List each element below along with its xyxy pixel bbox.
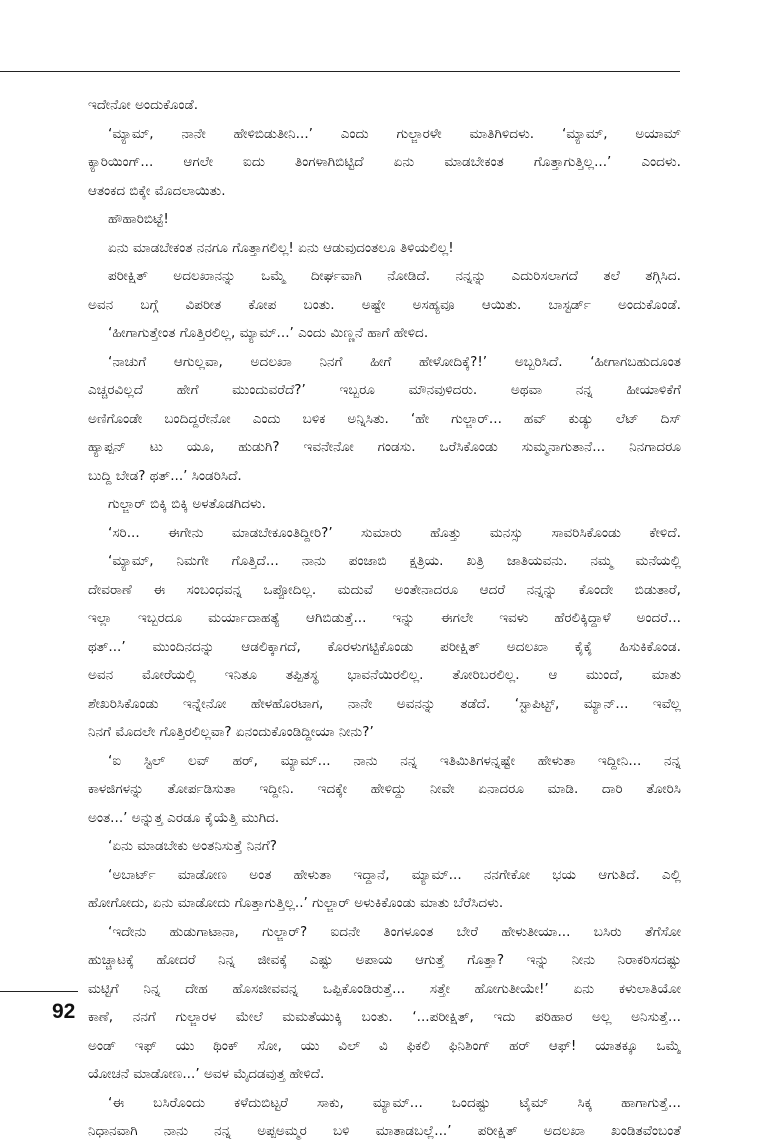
text-line: ‘ಸರಿ... ಈಗೇನು ಮಾಡಬೇಕೂಂತಿದ್ದೀರಿ?’ ಸುಮಾರು ಹೊತ್ತು ಮನಸ್ಸು ಸಾವರಿಸಿಕೊಂಡು ಕೇಳಿದೆ.	[108, 524, 681, 541]
text-line: ಅವನ ಮೋರೆಯಲ್ಲಿ ಇನಿತೂ ತಪ್ಪಿತಸ್ಥ ಭಾವನೆಯಿರಲಿಲ್ಲ. ತೋರಿಬರಲಿಲ್ಲ. ಆ ಮುಂದೆ, ಮಾತು	[88, 667, 681, 683]
text-line: ಹುಚ್ಚಾಟಕ್ಕೆ ಹೋದರೆ ನಿನ್ನ ಜೀವಕ್ಕೆ ಎಷ್ಟು ಅಪಾಯ ಆಗುತ್ತೆ ಗೊತ್ತಾ? ಇನ್ನು ನೀನು ನಿರಾಕರಿಸದಷ್ಟು	[88, 952, 681, 968]
text-line: ಎಚ್ಚರವಿಲ್ಲದೆ ಹೇಗೆ ಮುಂದುವರೆದೆ?’ ಇಬ್ಬರೂ ಮೌನವುಳಿದರು. ಅಥವಾ ನನ್ನ ಹೀಯಾಳಿಕೆಗೆ	[88, 382, 681, 398]
text-line: ಶೇಖರಿಸಿಕೊಂಡು ಇನ್ನೇನೋ ಹೇಳಹೊರಟಾಗ, ನಾನೇ ಅವನನ್ನು ತಡೆದೆ. ‘ಸ್ಟಾಪಿಟ್ಟ್, ಮ್ಯಾನ್... ಇವೆಲ್ಲ	[88, 695, 681, 712]
text-line: ಯೋಚನೆ ಮಾಡೋಣ...’ ಅವಳ ಮೈದಡವುತ್ತ ಹೇಳಿದೆ.	[88, 1066, 325, 1082]
text-line: ಕ್ಯಾರಿಯಿಂಗ್... ಆಗಲೇ ಐದು ತಿಂಗಳಾಗಿಬಿಟ್ಟಿದೆ ಏನು ಮಾಡಬೇಕಂತ ಗೊತ್ತಾಗುತ್ತಿಲ್ಲ...’ ಎಂದಳು.	[88, 154, 681, 170]
text-line: ಅಂಡ್ ಇಫ್ ಯು ಥಿಂಕ್ ಸೋ, ಯು ವಿಲ್ ವಿ ಫಿಕಲಿ ಫಿನಿಶಿಂಗ್ ಹರ್ ಆಫ್! ಯಾತಕ್ಕೂ ಒಮ್ಮೆ	[88, 1037, 681, 1054]
text-line: ಅಣಿಗೊಂಡೇ ಬಂದಿದ್ದರೇನೋ ಎಂದು ಬಳಿಕ ಅನ್ನಿಸಿತು. ‘ಹೇ ಗುಲ್ಜಾರ್... ಹವ್ ಕುಡ್ಯು ಲೆಟ್ ದಿಸ್	[88, 410, 681, 427]
text-line: ಅವನ ಬಗ್ಗೆ ವಿಪರೀತ ಕೋಪ ಬಂತು. ಅಷ್ಟೇ ಅಸಹ್ಯವೂ ಆಯಿತು. ಬಾಸ್ಟರ್ಡ್ ಅಂದುಕೊಂಡೆ.	[88, 296, 681, 313]
body-text	[88, 91, 681, 1146]
text-line: ‘ಏನು ಮಾಡಬೇಕು ಅಂತನಿಸುತ್ತೆ ನಿನಗೆ?	[108, 838, 277, 854]
text-line: ‘ಹೀಗಾಗುತ್ತೇಂತ ಗೊತ್ತಿರಲಿಲ್ಲ, ಮ್ಯಾಮ್...’ ಎಂದು ಮಿಣ್ಣನೆ ಹಾಗೆ ಹೇಳಿದ.	[108, 325, 429, 341]
text-line: ಆತಂಕದ ಬಿಕ್ಕೇ ಮೊದಲಾಯಿತು.	[88, 182, 226, 199]
page-number: 92	[52, 1000, 76, 1023]
text-line: ‘ಇದೇನು ಹುಡುಗಾಟಾನಾ, ಗುಲ್ಜಾರ್? ಐದನೇ ತಿಂಗಳೂಂತ ಬೇರೆ ಹೇಳುತೀಯಾ... ಬಸಿರು ತೆಗೆಸೋ	[108, 923, 681, 940]
text-line: ಥತ್...’ ಮುಂದಿನದನ್ನು ಆಡಲಿಕ್ಕಾಗದೆ, ಕೊರಳುಗಟ್ಟಿಕೊಂಡು ಪರೀಕ್ಷಿತ್ ಅದಲಖಾ ಕೈಕೈ ಹಿಸುಕಿಕೊಂಡ.	[88, 638, 681, 655]
text-line: ಹೋಗೋದು, ಏನು ಮಾಡೋದು ಗೊತ್ತಾಗುತ್ತಿಲ್ಲ..’ ಗುಲ್ಜಾರ್ ಅಳುಕಿಕೊಂಡು ಮಾತು ಬೆರೆಸಿದಳು.	[88, 895, 504, 911]
footer-rule	[0, 991, 78, 992]
text-line: ‘ಈ ಬಸಿರೊಂದು ಕಳೆದುಬಿಟ್ಟರೆ ಸಾಕು, ಮ್ಯಾಮ್... ಒಂದಷ್ಟು ಟೈಮ್ ಸಿಕ್ಕ ಹಾಗಾಗುತ್ತೆ...	[108, 1094, 681, 1111]
text-line: ಅಂತ...’ ಅನ್ನುತ್ತ ಎರಡೂ ಕೈಯೆತ್ತಿ ಮುಗಿದ.	[88, 809, 280, 826]
text-line: ಕಾಳಜಿಗಳನ್ನು ತೋರ್ಪಡಿಸುತಾ ಇದ್ದೀನಿ. ಇದಕ್ಕೇ ಹೇಳಿದ್ದು ನೀವೇ ಏನಾದರೂ ಮಾಡಿ. ದಾರಿ ತೋರಿಸಿ	[88, 781, 681, 797]
text-line: ನಿನಗೆ ಮೊದಲೇ ಗೊತ್ತಿರಲಿಲ್ಲವಾ? ಏನಂದುಕೊಂಡಿದ್ದೀಯಾ ನೀನು?’	[88, 724, 374, 740]
text-line: ಇಲ್ಲಾ ಇಬ್ಬರದೂ ಮರ್ಯಾದಾಹತ್ಯೆ ಆಗಿಬಿಡುತ್ತೆ... ಇನ್ನು ಈಗಲೇ ಇವಳು ಹೆರಲಿಕ್ಕಿದ್ದಾಳೆ ಅಂದರೆ...	[88, 610, 681, 626]
text-line: ಪರೀಕ್ಷಿತ್ ಅದಲಖಾನನ್ನು ಒಮ್ಮೆ ದೀರ್ಘವಾಗಿ ನೋಡಿದೆ. ನನ್ನನ್ನು ಎದುರಿಸಲಾಗದೆ ತಲೆ ತಗ್ಗಿಸಿದ.	[108, 268, 681, 284]
text-line: ‘ಮ್ಯಾಮ್, ನಿಮಗೇ ಗೊತ್ತಿದೆ... ನಾನು ಪಂಜಾಬಿ ಕ್ಷತ್ರಿಯ. ಖತ್ರಿ ಜಾತಿಯವನು. ನಮ್ಮ ಮನೆಯಲ್ಲಿ	[108, 553, 681, 569]
header-rule	[0, 71, 680, 72]
text-line: ಗುಲ್ಜಾರ್ ಬಿಕ್ಕಿ ಬಿಕ್ಕಿ ಅಳತೊಡಗಿದಳು.	[108, 496, 267, 512]
text-line: ‘ಐ ಸ್ಟಿಲ್ ಲವ್ ಹರ್, ಮ್ಯಾಮ್... ನಾನು ನನ್ನ ಇತಿಮಿತಿಗಳನ್ನಷ್ಟೇ ಹೇಳುತಾ ಇದ್ದೀನಿ... ನನ್ನ	[108, 752, 681, 769]
text-line: ಹ್ಯಾಪ್ಪನ್ ಟು ಯೂ, ಹುಡುಗಿ? ಇವನೇನೋ ಗಂಡಸು. ಒರೆಸಿಕೊಂಡು ಸುಮ್ಮನಾಗುತಾನೆ... ನಿನಗಾದರೂ	[88, 439, 681, 455]
text-line: ಕಾಣೆ, ನನಗೆ ಗುಲ್ಜಾರಳ ಮೇಲೆ ಮಮತೆಯುಕ್ಕಿ ಬಂತು. ‘...ಪರೀಕ್ಷಿತ್, ಇದು ಪರಿಹಾರ ಅಲ್ಲ ಅನಿಸುತ್ತೆ...	[88, 1009, 681, 1025]
text-line: ಬುದ್ದಿ ಬೇಡ? ಥತ್...’ ಸಿಂಡರಿಸಿದೆ.	[88, 467, 242, 484]
text-line: ‘ಅಬಾರ್ಟ್ ಮಾಡೋಣ ಅಂತ ಹೇಳುತಾ ಇದ್ದಾನೆ, ಮ್ಯಾಮ್... ನನಗೇಕೋ ಭಯ ಆಗುತಿದೆ. ಎಲ್ಲಿ	[108, 866, 681, 883]
text-line: ದೇವರಾಣೆ ಈ ಸಂಬಂಧವನ್ನ ಒಪ್ಪೋದಿಲ್ಲ. ಮದುವೆ ಅಂತೇನಾದರೂ ಆದರೆ ನನ್ನನ್ನು ಕೊಂದೇ ಬಿಡುತಾರೆ,	[88, 581, 681, 598]
text-line: ಏನು ಮಾಡಬೇಕಂತ ನನಗೂ ಗೊತ್ತಾಗಲಿಲ್ಲ! ಏನು ಆಡುವುದಂತಲೂ ತಿಳಿಯಲಿಲ್ಲ!	[108, 239, 454, 256]
text-line: ನಿಧಾನವಾಗಿ ನಾನು ನನ್ನ ಅಪ್ಪಅಮ್ಮರ ಬಳಿ ಮಾತಾಡಬಲ್ಲೆ...’ ಪರೀಕ್ಷಿತ್ ಅದಲಖಾ ಖಂಡಿತವೆಂಬಂತೆ	[88, 1123, 681, 1139]
text-line: ಹೌಹಾರಿಬಿಟ್ಟೆ!	[108, 211, 169, 227]
text-line: ಮಟ್ಟಿಗೆ ನಿನ್ನ ದೇಹ ಹೊಸಜೀವವನ್ನ ಒಪ್ಪಿಕೊಂಡಿರುತ್ತೆ... ಸತ್ತೇ ಹೋಗುತೀಯೇ!’ ಏನು ಕಳುಲಾತಿಯೋ	[88, 980, 681, 997]
text-line: ‘ಮ್ಯಾಮ್, ನಾನೇ ಹೇಳಿಬಿಡುತೀನಿ...’ ಎಂದು ಗುಲ್ಜಾರಳೇ ಮಾತಿಗಿಳಿದಳು. ‘ಮ್ಯಾಮ್, ಅಯಾಮ್	[108, 125, 681, 142]
text-line: ‘ನಾಚುಗೆ ಆಗುಲ್ಲವಾ, ಅದಲಖಾ ನಿನಗೆ ಹೀಗೆ ಹೇಳೋದಿಕ್ಕೆ?!’ ಅಬ್ಬರಿಸಿದೆ. ‘ಹೀಗಾಗಬಹುದೂಂತ	[108, 353, 681, 370]
text-line: ಇದೇನೋ ಅಂದುಕೊಂಡೆ.	[88, 97, 199, 113]
